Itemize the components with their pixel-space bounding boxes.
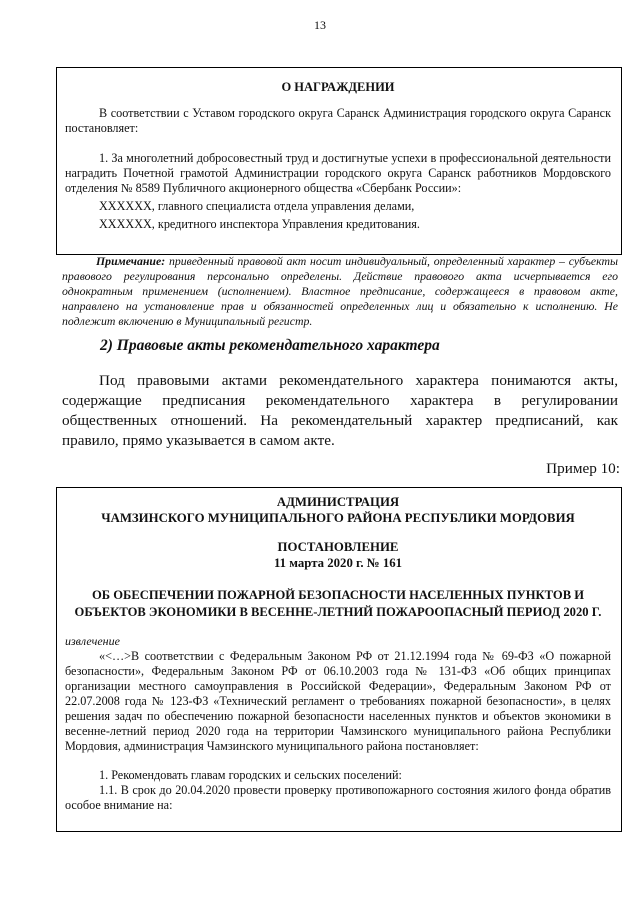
org-name-line-1: АДМИНИСТРАЦИЯ <box>276 495 400 509</box>
example-9-box <box>56 67 622 255</box>
decree-date: 11 марта 2020 г. № 161 <box>273 556 403 570</box>
note-paragraph <box>62 254 618 329</box>
note-text: приведенный правовой акт носит индивидуальный, определенный характер – субъекты правового регулирования персонально определены. Действие правового акта исчерпывается его однократным применением (исполнением). Властное предписание, содержащееся в правовом акте, направлено на установление прав и обязанностей определенных лиц и обязательно к исполнению. Не подлежит включению в Муниципальный регистр. <box>62 254 618 328</box>
section-heading: 2) Правовые акты рекомендательного характера <box>100 337 440 354</box>
award-title: О НАГРАЖДЕНИИ <box>281 80 395 94</box>
example-label: Пример 10: <box>546 460 620 477</box>
excerpt-label: извлечение <box>65 634 120 648</box>
decree-title: ПОСТАНОВЛЕНИЕ <box>277 540 399 554</box>
award-preamble: В соответствии с Уставом городского округа Саранск Администрация городского округа Саранск постановляет: <box>65 106 611 135</box>
decree-subject-line-1: ОБ ОБЕСПЕЧЕНИИ ПОЖАРНОЙ БЕЗОПАСНОСТИ НАСЕЛЕННЫХ ПУНКТОВ И <box>91 588 585 602</box>
award-recipient-2: ХХХХХХ, кредитного инспектора Управления кредитования. <box>99 217 420 231</box>
org-name-line-2: ЧАМЗИНСКОГО МУНИЦИПАЛЬНОГО РАЙОНА РЕСПУБЛИКИ МОРДОВИЯ <box>101 511 575 525</box>
decree-subject-line-2: ОБЪЕКТОВ ЭКОНОМИКИ В ВЕСЕННЕ-ЛЕТНИЙ ПОЖАРООПАСНЫЙ ПЕРИОД 2020 Г. <box>74 605 602 619</box>
example-10-box <box>56 487 622 832</box>
decree-preamble: «<…>В соответствии с Федеральным Законом РФ от 21.12.1994 года № 69-ФЗ «О пожарной безопасности», Федеральным Законом РФ от 06.10.2003 года № 131-ФЗ «Об общих принципах организации местного самоуправления в Российской Федерации», Федеральным Законом РФ от 22.07.2008 года № 123-ФЗ «Технический регламент о требованиях пожарной безопасности», в целях решения задач по обеспечению пожарной безопасности населенных пунктов и объектов экономики в весенне-летний период 2020 года на территории Чамзинского муниципального района Республики Мордовия, администрация Чамзинского муниципального района постановляет: <box>65 649 611 753</box>
award-recipient-1: ХХХХХХ, главного специалиста отдела управления делами, <box>99 199 415 213</box>
note-label: Примечание: <box>96 254 166 268</box>
body-paragraph: Под правовыми актами рекомендательного характера понимаются акты, содержащие предписания рекомендательного характера в регулировании общественных отношений. На рекомендательный характер предписаний, как правило, прямо указывается в самом акте. <box>62 372 618 449</box>
award-clause-1: 1. За многолетний добросовестный труд и достигнутые успехи в профессиональной деятельности наградить Почетной грамотой Администрации городского округа Саранск работников Мордовского отделения № 8589 Публичного акционерного общества «Сбербанк России»: <box>65 151 611 195</box>
decree-item-1: 1. Рекомендовать главам городских и сельских поселений: <box>99 768 402 782</box>
decree-item-1-1: 1.1. В срок до 20.04.2020 провести проверку противопожарного состояния жилого фонда обратив особое внимание на: <box>65 783 611 812</box>
page-number: 13 <box>314 18 326 32</box>
